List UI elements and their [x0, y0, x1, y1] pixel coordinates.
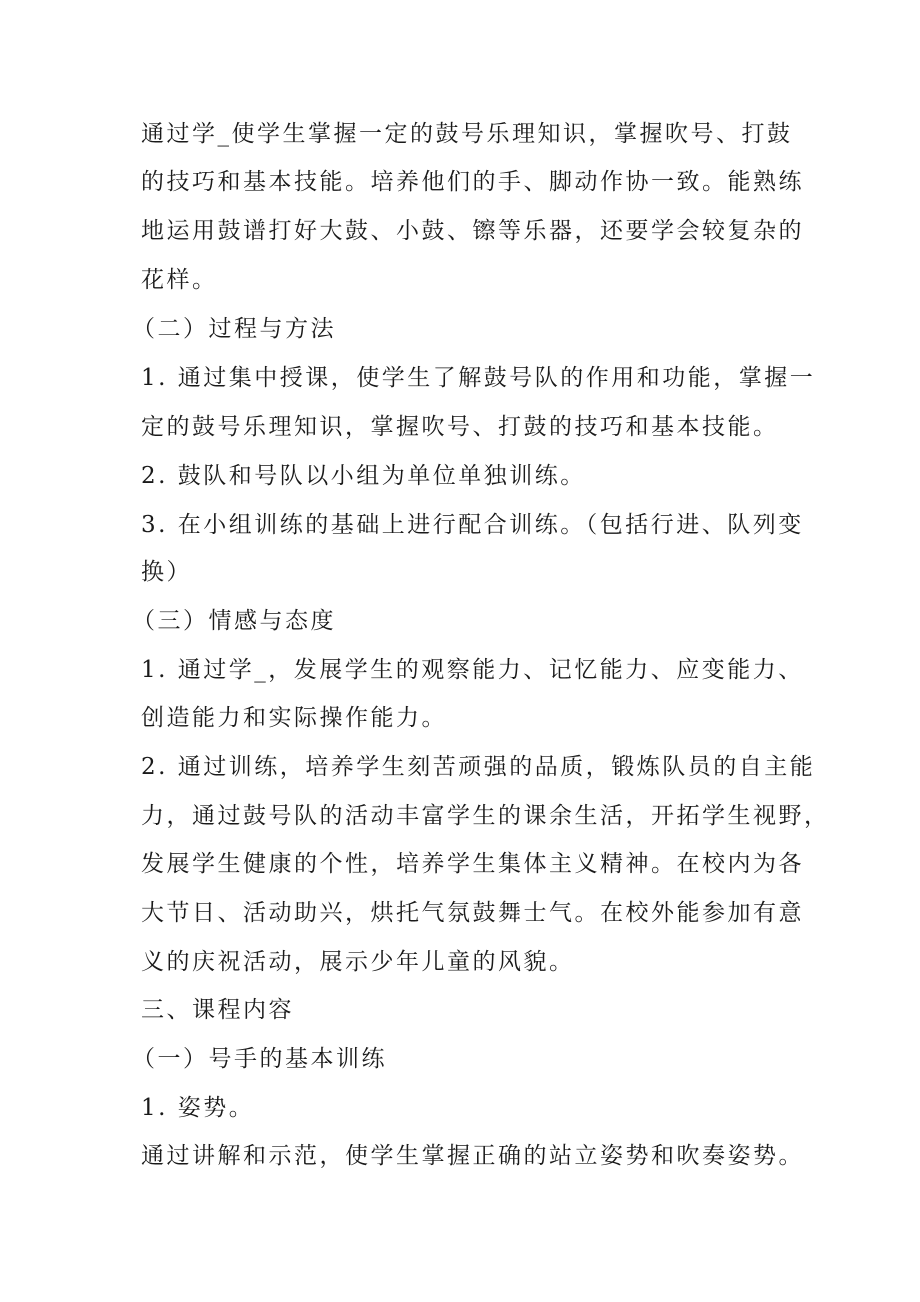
text-line: 大节日、活动助兴，烘托气氛鼓舞士气。在校外能参加有意 [141, 900, 804, 926]
text-line: 义的庆祝活动，展示少年儿童的风貌。 [141, 949, 575, 975]
section-heading: （三）情感与态度 [132, 608, 336, 634]
text-line: 1. 通过学_，发展学生的观察能力、记忆能力、应变能力、 [141, 657, 804, 683]
text-line: 3. 在小组训练的基础上进行配合训练。（包括行进、队列变 [141, 512, 804, 538]
section-heading: （一）号手的基本训练 [132, 1046, 387, 1072]
text-line: 2. 通过训练，培养学生刻苦顽强的品质，锻炼队员的自主能 [141, 754, 816, 780]
section-heading: 三、课程内容 [141, 997, 294, 1023]
text-line: 1. 通过集中授课，使学生了解鼓号队的作用和功能，掌握一 [141, 365, 816, 391]
text-line: 的技巧和基本技能。培养他们的手、脚动作协一致。能熟练 [141, 169, 804, 195]
text-line: 换） [141, 559, 192, 585]
text-line: 通过学_使学生掌握一定的鼓号乐理知识，掌握吹号、打鼓 [141, 121, 793, 147]
text-line: 通过讲解和示范，使学生掌握正确的站立姿势和吹奏姿势。 [141, 1143, 804, 1169]
text-line: 花样。 [141, 267, 218, 293]
text-line: 定的鼓号乐理知识，掌握吹号、打鼓的技巧和基本技能。 [141, 414, 779, 440]
text-line: 发展学生健康的个性，培养学生集体主义精神。在校内为各 [141, 851, 804, 877]
section-heading: （二）过程与方法 [132, 316, 336, 342]
text-line: 地运用鼓谱打好大鼓、小鼓、镲等乐器，还要学会较复杂的 [141, 218, 804, 244]
text-line: 1. 姿势。 [141, 1095, 255, 1121]
text-line: 创造能力和实际操作能力。 [141, 705, 447, 731]
text-line: 力，通过鼓号队的活动丰富学生的课余生活，开拓学生视野， [141, 803, 830, 829]
text-line: 2. 鼓队和号队以小组为单位单独训练。 [141, 463, 586, 489]
